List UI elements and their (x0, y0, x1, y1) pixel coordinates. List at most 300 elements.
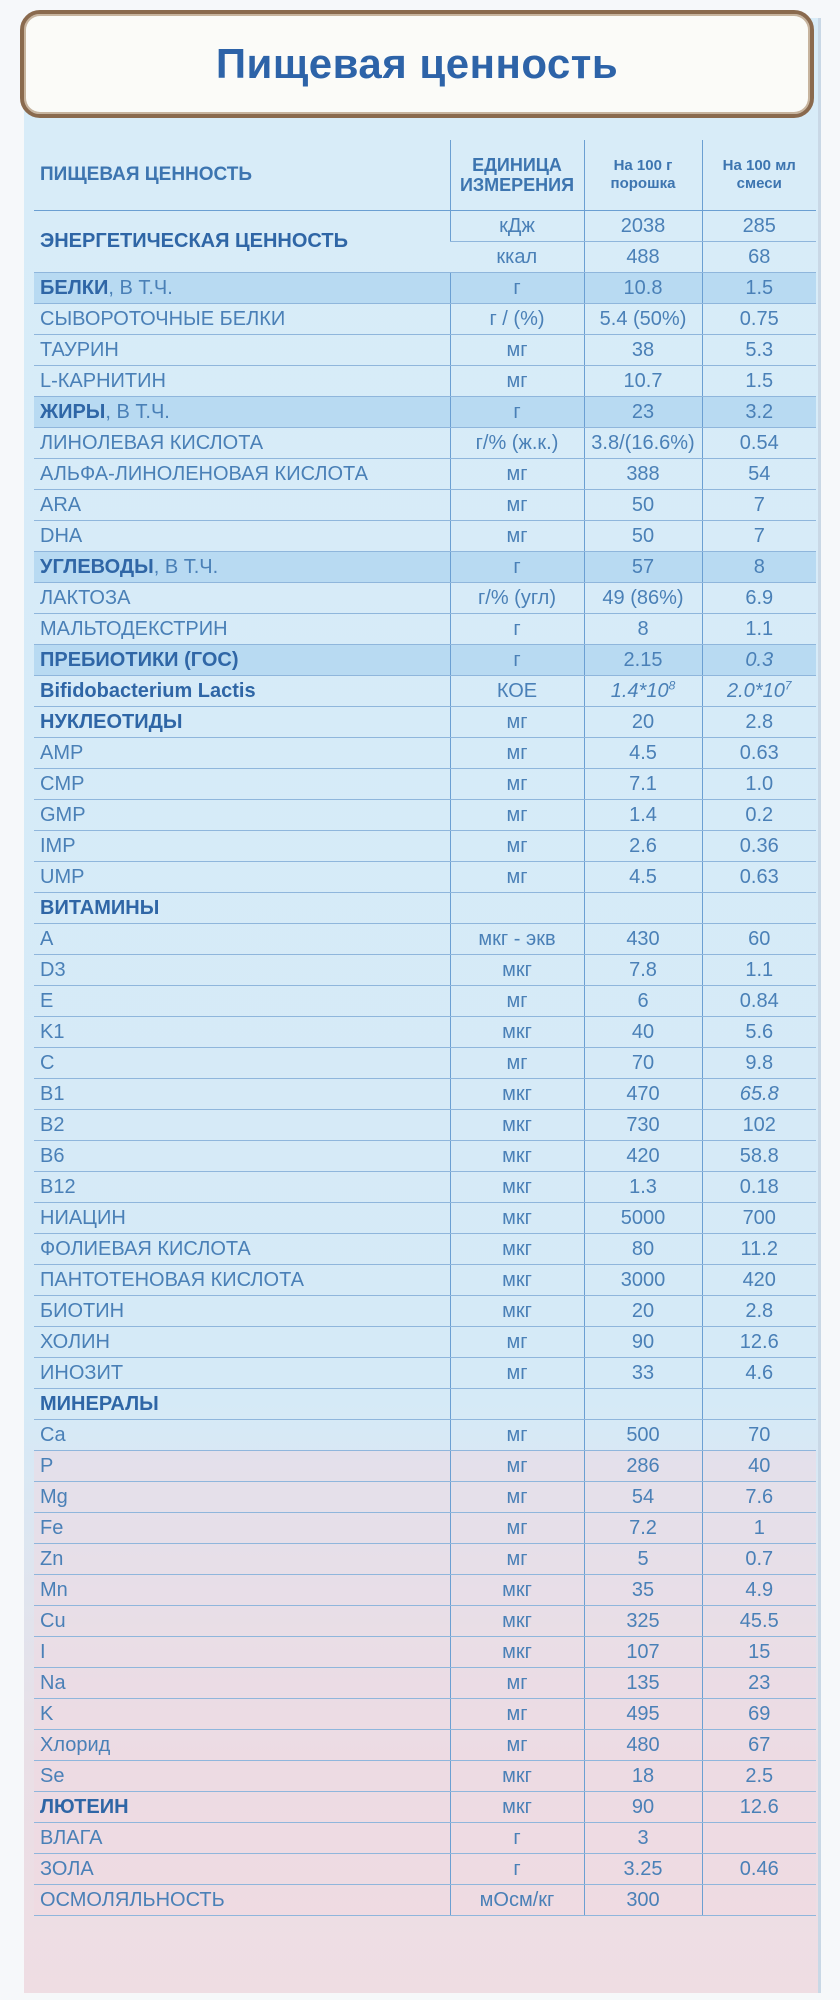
table-row (34, 799, 816, 830)
nutrient-name (34, 1853, 450, 1884)
per-100g-cell-value: 1.4 (629, 803, 657, 826)
nutrient-name (34, 613, 450, 644)
nutrient-name-text: Mn (40, 1578, 68, 1601)
nutrient-name (34, 1543, 450, 1574)
per-100ml-cell (702, 861, 816, 892)
per-100ml-cell-value: 0.63 (739, 741, 779, 764)
unit-cell: мг (450, 520, 584, 551)
per-100g-cell-value: 107 (626, 1640, 660, 1663)
per-100g-cell (584, 644, 702, 675)
nutrient-name (34, 489, 450, 520)
nutrient-name (34, 520, 450, 551)
per-100g-cell-value: 54 (631, 1485, 655, 1508)
per-100ml-cell-value: 6.9 (745, 586, 774, 609)
unit-cell: мг (450, 1047, 584, 1078)
nutrient-name-text: ПРЕБИОТИКИ (ГОС) (40, 648, 239, 671)
unit-cell: мкг (450, 1605, 584, 1636)
per-100ml-cell-value: 54 (748, 462, 771, 485)
per-100g-cell (584, 737, 702, 768)
per-100g-cell (584, 458, 702, 489)
per-100g-cell (584, 830, 702, 861)
table-row (34, 954, 816, 985)
per-100ml-cell-value: 2.8 (745, 710, 774, 733)
table-row (34, 1698, 816, 1729)
nutrient-name (34, 1264, 450, 1295)
nutrient-name (34, 1140, 450, 1171)
nutrient-name (34, 892, 450, 923)
per-100g-cell-value: 3.8/(16.6%) (591, 431, 695, 454)
unit-cell: мг (450, 1450, 584, 1481)
table-row (34, 272, 816, 303)
nutrient-name (34, 954, 450, 985)
per-100g-cell (584, 1481, 702, 1512)
per-100ml-cell (702, 520, 816, 551)
per-100g-cell-value: 3 (637, 1826, 649, 1849)
unit-cell: г (450, 1853, 584, 1884)
per-100ml-cell-value: 12.6 (739, 1330, 779, 1353)
nutrient-name (34, 1884, 450, 1915)
per-100g-cell (584, 923, 702, 954)
per-100ml-cell (702, 303, 816, 334)
per-100g-cell-value: 6 (637, 989, 649, 1012)
nutrient-name-text: K (40, 1702, 54, 1725)
unit-cell: мг (450, 1543, 584, 1574)
per-100g-cell-value: 286 (626, 1454, 660, 1477)
unit-cell: г (450, 1822, 584, 1853)
per-100g-cell-value: 7.2 (629, 1516, 657, 1539)
per-100g-cell (584, 613, 702, 644)
per-100g-cell (584, 1047, 702, 1078)
page-title: Пищевая ценность (215, 40, 619, 87)
nutrient-name-text: Na (40, 1671, 66, 1694)
header-unit-line1: ЕДИНИЦА (472, 154, 562, 175)
per-100ml-cell (702, 644, 816, 675)
nutrient-name-text: CMP (40, 772, 85, 795)
per-100g-cell-value: 50 (631, 524, 655, 547)
nutrient-name (34, 1109, 450, 1140)
per-100ml-cell-value: 0.3 (745, 648, 774, 671)
energy-kj-powder: 2038 (584, 210, 702, 241)
per-100ml-cell-value: 0.18 (739, 1175, 779, 1198)
per-100ml-cell (702, 892, 816, 923)
energy-name: ЭНЕРГЕТИЧЕСКАЯ ЦЕННОСТЬ (34, 210, 450, 272)
table-row (34, 1357, 816, 1388)
table-row (34, 1884, 816, 1915)
per-100g-cell-value: 3.25 (623, 1857, 663, 1880)
table-row (34, 1729, 816, 1760)
per-100g-cell-value: 80 (631, 1237, 655, 1260)
per-100g-cell-value: 500 (626, 1423, 660, 1446)
nutrient-name (34, 396, 450, 427)
nutrient-name-text: УГЛЕВОДЫ (40, 555, 154, 578)
nutrient-name-text: СЫВОРОТОЧНЫЕ БЕЛКИ (40, 307, 286, 330)
per-100g-cell-value: 90 (631, 1330, 655, 1353)
per-100ml-cell-value: 0.54 (739, 431, 779, 454)
energy-kj-unit: кДж (450, 210, 584, 241)
nutrient-name-text: БЕЛКИ (40, 276, 109, 299)
per-100g-cell (584, 1202, 702, 1233)
nutrient-name (34, 1419, 450, 1450)
table-row (34, 520, 816, 551)
unit-cell: мкг (450, 1791, 584, 1822)
unit-cell: мг (450, 1481, 584, 1512)
nutrient-name (34, 1233, 450, 1264)
nutrient-name-text: ИНОЗИТ (40, 1361, 124, 1384)
per-100ml-cell (702, 1512, 816, 1543)
unit-cell: мОсм/кг (450, 1884, 584, 1915)
per-100ml-cell-value: 11.2 (740, 1237, 778, 1260)
per-100ml-cell-value: 3.2 (745, 400, 774, 423)
nutrient-name (34, 1450, 450, 1481)
per-100g-cell (584, 1016, 702, 1047)
nutrient-name-text: C (40, 1051, 55, 1074)
per-100ml-cell (702, 1605, 816, 1636)
title-banner (20, 10, 814, 118)
nutrient-name-suffix: , В Т.Ч. (108, 276, 173, 299)
nutrient-name (34, 551, 450, 582)
per-100ml-cell-value: 420 (742, 1268, 776, 1291)
per-100ml-cell (702, 1357, 816, 1388)
nutrient-name-text: Zn (40, 1547, 64, 1570)
per-100g-cell-value: 730 (626, 1113, 660, 1136)
unit-cell: мкг (450, 1636, 584, 1667)
per-100g-cell-value: 90 (631, 1795, 655, 1818)
table-row (34, 1109, 816, 1140)
per-100g-cell (584, 1171, 702, 1202)
per-100g-cell-value: 57 (631, 555, 655, 578)
nutrient-name-text: P (40, 1454, 54, 1477)
unit-cell: мг (450, 334, 584, 365)
per-100g-cell (584, 1667, 702, 1698)
table-row (34, 365, 816, 396)
per-100ml-cell-value: 0.36 (739, 834, 779, 857)
per-100ml-cell (702, 1884, 816, 1915)
per-100ml-cell (702, 1636, 816, 1667)
per-100g-cell-exponent: 8 (668, 677, 676, 692)
unit-cell: г/% (угл) (450, 582, 584, 613)
nutrient-name-text: Se (40, 1764, 65, 1787)
per-100ml-cell (702, 1760, 816, 1791)
table-row (34, 1822, 816, 1853)
table-row (34, 427, 816, 458)
per-100g-cell (584, 706, 702, 737)
nutrient-name-text: B6 (40, 1144, 65, 1167)
table-row (34, 1605, 816, 1636)
per-100ml-cell (702, 396, 816, 427)
per-100ml-cell (702, 1419, 816, 1450)
nutrient-name (34, 737, 450, 768)
per-100ml-cell (702, 1202, 816, 1233)
per-100g-cell-value: 135 (626, 1671, 660, 1694)
nutrient-name (34, 1574, 450, 1605)
per-100g-cell-value: 10.8 (623, 276, 663, 299)
nutrient-name-text: ВИТАМИНЫ (40, 896, 160, 919)
per-100ml-cell (702, 923, 816, 954)
per-100ml-cell (702, 954, 816, 985)
per-100g-cell-value: 388 (626, 462, 660, 485)
nutrient-name (34, 334, 450, 365)
nutrient-name-text: МАЛЬТОДЕКСТРИН (40, 617, 228, 640)
unit-cell: мг (450, 1667, 584, 1698)
per-100g-cell (584, 1295, 702, 1326)
per-100ml-cell-value: 5.3 (745, 338, 774, 361)
table-row (34, 334, 816, 365)
per-100ml-cell-value: 67 (748, 1733, 771, 1756)
per-100g-cell (584, 1853, 702, 1884)
per-100ml-cell (702, 458, 816, 489)
nutrient-name-text: ВЛАГА (40, 1826, 103, 1849)
per-100g-cell-value: 70 (631, 1051, 655, 1074)
nutrient-name-text: ЛИНОЛЕВАЯ КИСЛОТА (40, 431, 264, 454)
unit-cell: мкг (450, 1078, 584, 1109)
per-100ml-cell-value: 2.5 (745, 1764, 774, 1787)
per-100ml-cell-value: 102 (742, 1113, 776, 1136)
header-unit (450, 140, 584, 210)
per-100ml-cell-value: 9.8 (745, 1051, 774, 1074)
nutrient-name (34, 1481, 450, 1512)
per-100g-cell (584, 985, 702, 1016)
per-100ml-cell (702, 334, 816, 365)
per-100ml-cell-value: 4.9 (745, 1578, 774, 1601)
unit-cell: мг (450, 985, 584, 1016)
per-100ml-cell-value: 15 (748, 1640, 771, 1663)
per-100ml-cell-value: 40 (748, 1454, 771, 1477)
nutrient-name-text: UMP (40, 865, 85, 888)
nutrient-name (34, 365, 450, 396)
per-100ml-cell (702, 1574, 816, 1605)
per-100g-cell (584, 1574, 702, 1605)
per-100ml-cell-value: 65.8 (739, 1082, 779, 1105)
per-100ml-cell (702, 1791, 816, 1822)
per-100ml-cell (702, 1667, 816, 1698)
header-per-powder (584, 140, 702, 210)
unit-cell: мг (450, 737, 584, 768)
table-row (34, 1078, 816, 1109)
per-100ml-cell-value: 12.6 (739, 1795, 779, 1818)
per-100ml-cell (702, 489, 816, 520)
nutrient-name-text: ТАУРИН (40, 338, 119, 361)
nutrient-name-text: ОСМОЛЯЛЬНОСТЬ (40, 1888, 225, 1911)
per-100g-cell (584, 861, 702, 892)
unit-cell: мкг (450, 1760, 584, 1791)
unit-cell: г (450, 551, 584, 582)
unit-cell: мкг (450, 1171, 584, 1202)
nutrient-name (34, 1016, 450, 1047)
per-100g-cell-value: 420 (626, 1144, 660, 1167)
unit-cell: мг (450, 768, 584, 799)
per-100g-cell (584, 1388, 702, 1419)
per-100ml-cell (702, 1016, 816, 1047)
nutrient-name-text: AMP (40, 741, 84, 764)
nutrient-name (34, 1326, 450, 1357)
per-100ml-cell-value: 4.6 (745, 1361, 774, 1384)
per-100ml-cell-value: 2.0*10 (726, 679, 785, 702)
unit-cell: мкг (450, 1202, 584, 1233)
per-100g-cell-value: 3000 (620, 1268, 666, 1291)
energy-kcal-powder: 488 (584, 241, 702, 272)
unit-cell: КОЕ (450, 675, 584, 706)
per-100ml-cell (702, 1295, 816, 1326)
nutrient-name (34, 1202, 450, 1233)
per-100g-cell (584, 489, 702, 520)
energy-row-kj (34, 210, 816, 241)
per-100g-cell (584, 1636, 702, 1667)
nutrient-name (34, 303, 450, 334)
per-100ml-cell-value: 60 (748, 927, 771, 950)
nutrient-name-text: D3 (40, 958, 66, 981)
table-row (34, 985, 816, 1016)
nutrient-name (34, 1636, 450, 1667)
per-100ml-cell (702, 1264, 816, 1295)
table-row (34, 1853, 816, 1884)
table-row (34, 923, 816, 954)
nutrient-name-text: БИОТИН (40, 1299, 125, 1322)
nutrient-name-text: Fe (40, 1516, 64, 1539)
per-100ml-cell (702, 1543, 816, 1574)
per-100g-cell-value: 2.6 (629, 834, 657, 857)
per-100g-cell-value: 7.8 (629, 958, 657, 981)
per-100g-cell (584, 1822, 702, 1853)
per-100g-cell (584, 1791, 702, 1822)
per-100g-cell-value: 40 (631, 1020, 655, 1043)
nutrient-name (34, 582, 450, 613)
unit-cell: мкг (450, 954, 584, 985)
table-row (34, 1512, 816, 1543)
table-row (34, 1636, 816, 1667)
per-100g-cell-value: 1.3 (629, 1175, 657, 1198)
per-100ml-cell-value: 8 (753, 555, 765, 578)
table-row (34, 613, 816, 644)
per-100ml-cell (702, 582, 816, 613)
table-row (34, 489, 816, 520)
per-100ml-cell-value: 7.6 (745, 1485, 774, 1508)
header-per-mix (702, 140, 816, 210)
per-100g-cell-value: 480 (626, 1733, 660, 1756)
table-row (34, 1574, 816, 1605)
nutrient-name-text: Mg (40, 1485, 68, 1508)
nutrient-name-text: K1 (40, 1020, 65, 1043)
per-100ml-cell-value: 0.75 (739, 307, 779, 330)
table-row (34, 1047, 816, 1078)
per-100g-cell-value: 49 (86%) (602, 586, 684, 609)
per-100ml-cell-value: 69 (748, 1702, 771, 1725)
per-100g-cell (584, 396, 702, 427)
per-100ml-cell-value: 23 (748, 1671, 771, 1694)
per-100ml-cell-value: 45.5 (739, 1609, 779, 1632)
per-100ml-cell (702, 768, 816, 799)
per-100g-cell-value: 1.4*10 (610, 679, 669, 702)
per-100ml-cell (702, 613, 816, 644)
nutrient-name-text: АЛЬФА-ЛИНОЛЕНОВАЯ КИСЛОТА (40, 462, 368, 485)
header-per-mix-line2: смеси (736, 174, 782, 192)
table-row (34, 582, 816, 613)
per-100g-cell-value: 2.15 (623, 648, 663, 671)
table-row (34, 1171, 816, 1202)
unit-cell: г (450, 396, 584, 427)
per-100ml-cell-value: 1 (753, 1516, 765, 1539)
nutrient-name-text: ARA (40, 493, 82, 516)
per-100g-cell (584, 551, 702, 582)
unit-cell: г (450, 613, 584, 644)
unit-cell: мг (450, 1357, 584, 1388)
per-100g-cell (584, 365, 702, 396)
nutrient-name-text: ХОЛИН (40, 1330, 110, 1353)
per-100ml-cell (702, 1171, 816, 1202)
per-100g-cell-value: 430 (626, 927, 660, 950)
per-100ml-cell-value: 0.46 (739, 1857, 779, 1880)
nutrient-name (34, 1171, 450, 1202)
table-row (34, 1543, 816, 1574)
nutrient-name (34, 1605, 450, 1636)
per-100g-cell (584, 1109, 702, 1140)
table-row (34, 737, 816, 768)
per-100g-cell (584, 768, 702, 799)
unit-cell (450, 1388, 584, 1419)
nutrient-name (34, 1698, 450, 1729)
unit-cell: мг (450, 489, 584, 520)
table-row (34, 1760, 816, 1791)
unit-cell: г / (%) (450, 303, 584, 334)
per-100ml-cell (702, 1078, 816, 1109)
per-100ml-cell-value: 70 (748, 1423, 771, 1446)
table-row (34, 1264, 816, 1295)
per-100g-cell (584, 799, 702, 830)
per-100ml-cell (702, 1326, 816, 1357)
per-100g-cell (584, 1078, 702, 1109)
nutrient-name (34, 1822, 450, 1853)
unit-cell: мг (450, 861, 584, 892)
per-100g-cell-value: 5 (637, 1547, 649, 1570)
per-100g-cell (584, 1264, 702, 1295)
per-100g-cell (584, 303, 702, 334)
nutrient-name-text: B2 (40, 1113, 65, 1136)
table-row (34, 861, 816, 892)
per-100g-cell-value: 8 (637, 617, 649, 640)
unit-cell: мкг (450, 1295, 584, 1326)
table-row (34, 1388, 816, 1419)
unit-cell: мг (450, 1729, 584, 1760)
unit-cell: мкг (450, 1109, 584, 1140)
per-100ml-cell-value: 1.5 (745, 276, 774, 299)
per-100g-cell (584, 427, 702, 458)
per-100ml-cell-value: 5.6 (745, 1020, 774, 1043)
nutrient-name (34, 1295, 450, 1326)
per-100g-cell (584, 334, 702, 365)
table-header-row (34, 140, 816, 210)
nutrient-name-text: НУКЛЕОТИДЫ (40, 710, 183, 733)
nutrient-name (34, 1512, 450, 1543)
nutrient-name-text: IMP (40, 834, 76, 857)
table-row (34, 675, 816, 706)
per-100g-cell-value: 470 (626, 1082, 660, 1105)
per-100g-cell-value: 50 (631, 493, 655, 516)
nutrient-name (34, 272, 450, 303)
per-100g-cell (584, 272, 702, 303)
per-100g-cell-value: 4.5 (629, 865, 657, 888)
per-100g-cell (584, 582, 702, 613)
per-100ml-cell (702, 1450, 816, 1481)
header-per-powder-line1: На 100 г (613, 156, 673, 174)
table-row (34, 1667, 816, 1698)
table-row (34, 1140, 816, 1171)
per-100ml-cell-value: 7 (753, 524, 765, 547)
per-100g-cell (584, 954, 702, 985)
unit-cell: мг (450, 830, 584, 861)
nutrient-name-text: ЛЮТЕИН (40, 1795, 129, 1818)
nutrient-name (34, 706, 450, 737)
table-row (34, 1450, 816, 1481)
nutrient-name (34, 799, 450, 830)
